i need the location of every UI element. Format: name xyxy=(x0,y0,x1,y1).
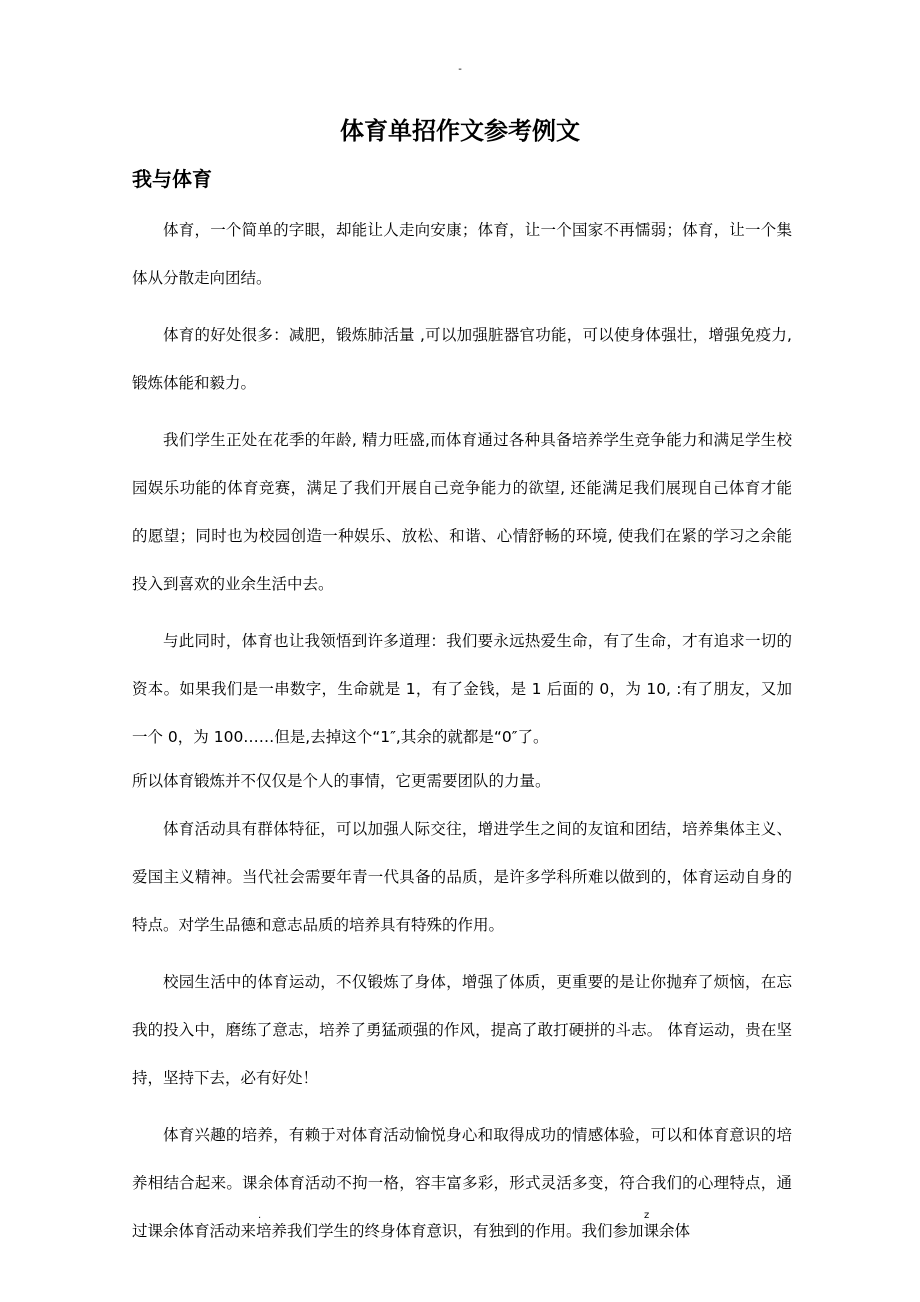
document-body xyxy=(132,206,792,1264)
paragraph-6: 体育活动具有群体特征，可以加强人际交往，增进学生之间的友谊和团结，培养集体主义、爱国主义精神。当代社会需要年青一代具备的品质，是许多学科所难以做到的，体育运动自身的特点。对学生品德和意志品质的培养具有特殊的作用。 xyxy=(132,820,792,934)
document-title: 体育单招作文参考例文 xyxy=(340,117,580,145)
paragraph-5: 所以体育锻炼并不仅仅是个人的事情，它更需要团队的力量。 xyxy=(132,772,551,790)
paragraph-3: 我们学生正处在花季的年龄, 精力旺盛,而体育通过各种具备培养学生竞争能力和满足学生校园娱乐功能的体育竞赛，满足了我们开展自己竞争能力的欲望, 还能满足我们展现自己体育才能的愿望；同时也为校园创造一种娱乐、放松、和谐、心情舒畅的环境, 使我们在紧的学习之余能投入到喜欢的业余生活中去。 xyxy=(132,431,792,593)
paragraph-7: 校园生活中的体育运动，不仅锻炼了身体，增强了体质，更重要的是让你抛弃了烦恼，在忘我的投入中，磨练了意志，培养了勇猛顽强的作风，提高了敢打硬拼的斗志。 体育运动，贵在坚持，坚持下去，必有好处！ xyxy=(132,973,792,1087)
footer-right-mark: z xyxy=(644,1210,650,1221)
header-mark: - xyxy=(458,64,462,75)
paragraph-4: 与此同时，体育也让我领悟到许多道理：我们要永远热爱生命，有了生命，才有追求一切的资本。如果我们是一串数字，生命就是 1，有了金钱，是 1 后面的 0，为 10, :有了朋友，又加一个 0，为 100……但是,去掉这个“1″,其余的就都是“0″了。 xyxy=(132,632,792,746)
section-title: 我与体育 xyxy=(132,167,212,191)
paragraph-1: 体育，一个简单的字眼，却能让人走向安康；体育，让一个国家不再懦弱；体育，让一个集体从分散走向团结。 xyxy=(132,221,792,287)
paragraph-2: 体育的好处很多：减肥，锻炼肺活量 ,可以加强脏器官功能，可以使身体强壮，增强免疫力,锻炼体能和毅力。 xyxy=(132,326,792,392)
paragraph-8: 体育兴趣的培养，有赖于对体育活动愉悦身心和取得成功的情感体验，可以和体育意识的培养相结合起来。课余体育活动不拘一格，容丰富多彩，形式灵活多变，符合我们的心理特点，通过课余体育活动来培养我们学生的终身体育意识，有独到的作用。我们参加课余体 xyxy=(132,1126,792,1240)
footer-left-mark: . xyxy=(258,1210,262,1221)
